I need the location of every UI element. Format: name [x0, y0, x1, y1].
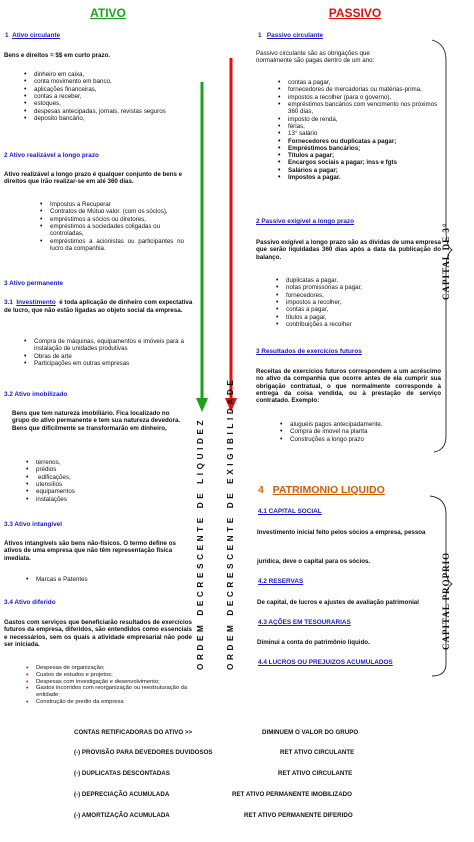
list-item: • edificações, — [36, 474, 146, 481]
passivo-exigivel-intro: Passivo exigível a longo prazo são as dívidas de uma empresa que serão liquidadas 360 dias após a data da publicação do balanço. — [256, 239, 441, 261]
ativo-circulante-intro: Bens e direitos = $$ em curto prazo. — [4, 52, 111, 59]
ativo-permanente-heading: 3 Ativo permanente — [4, 280, 64, 287]
footer-row-2-right: RET ATIVO CIRCULANTE — [278, 770, 353, 777]
list-item: • empréstimos a sócios ou diretores, — [50, 216, 184, 223]
capital-terceiros-label: CAPITAL DE 3° — [441, 222, 451, 300]
list-item: • notas promissórias a pagar, — [286, 284, 416, 291]
ativo-realizavel-heading: 2 Ativo realizável a longo prazo — [4, 152, 99, 159]
footer-row-3-left: (-) DEPRECIAÇÃO ACUMULADA — [74, 791, 170, 798]
reservas-text: De capital, de lucros e ajustes de avaliação patrimonial — [257, 599, 419, 606]
list-item: • Salários a pagar; — [288, 167, 438, 174]
acoes-tesouraria-heading: 4.3 AÇÕES EM TESOURARIAS — [258, 619, 351, 626]
list-item: • fornecedores, — [286, 292, 416, 299]
footer-row-4-left: (-) AMORTIZAÇÃO ACUMULADA — [74, 812, 170, 819]
list-item: • 13° salário — [288, 130, 438, 137]
ativo-realizavel-list — [50, 201, 184, 252]
list-item: • instalações — [36, 496, 146, 503]
capital-proprio-label: CAPITAL PROPRIO — [441, 551, 451, 650]
list-item: • fornecedores de mercadorias ou matérias-prima, — [288, 86, 438, 93]
list-item: • Despesas com investigação e desenvolvimento; — [36, 679, 196, 686]
list-item: • Empréstimos bancários; — [288, 145, 438, 152]
ativo-intangivel-intro: Ativos intangíveis são bens não-físicos. O termo define os ativos de uma empresa que não têm representação física imediata. — [4, 540, 176, 562]
list-item: • Títulos a pagar; — [288, 152, 438, 159]
passivo-exigivel-heading: 2 Passivo exigível a longo prazo — [256, 218, 355, 225]
list-item: • deposito bancário, — [34, 115, 186, 122]
list-item: • Impostos a Recuperar — [50, 201, 184, 208]
ativo-arrow-head — [196, 398, 208, 412]
list-item: • utensílios — [36, 481, 146, 488]
ativo-title: ATIVO — [90, 6, 126, 20]
ativo-diferido-intro: Gastos com serviços que beneficiarão resultados de exercícios futuros da empresa, diferidos, são entendidos como essenciais e necessários, sem os quais a atividade empresarial não pode ser iniciada. — [4, 619, 192, 648]
list-item: • Compra de máquinas, equipamentos e imóveis para a instalação de unidades produtivas — [34, 338, 184, 353]
ativo-circulante-list — [34, 71, 186, 122]
list-item: • contribuições a recolher — [286, 321, 416, 328]
list-item: • empréstimos a acionistas ou participantes no lucro da companhia. — [50, 238, 184, 253]
list-item: • Marcas e Patentes — [36, 576, 156, 583]
list-item: • Compra de imovel na planta — [290, 428, 430, 435]
ativo-circulante-heading: 1 Ativo circulante — [5, 32, 61, 39]
footer-row-0-right: DIMINUEM O VALOR DO GRUPO — [262, 729, 359, 736]
passivo-circulante-list — [288, 79, 438, 181]
acoes-tesouraria-text: Diminui a conta do patrimônio liquido. — [257, 639, 370, 646]
ativo-realizavel-intro: Ativo realizável a longo prazo é qualquer conjunto de bens e direitos que irão realizar-se em até 360 dias. — [4, 171, 183, 186]
list-item: • aluguéis pagos antecipadamente. — [290, 421, 430, 428]
list-item: • Construções a longo prazo — [290, 436, 430, 443]
lucros-prejuizos-heading: 4.4 LUCROS OU PREJUIZOS ACUMULADOS — [258, 659, 393, 666]
ativo-imobilizado-heading: 3.2 Ativo imobilizado — [4, 391, 68, 398]
passivo-circulante-heading: 1 Passivo circulante — [258, 32, 324, 39]
ativo-diferido-heading: 3.4 Ativo diferido — [4, 599, 56, 606]
ativo-imobilizado-list — [36, 459, 146, 503]
list-item: • Participações em outras empresas — [34, 360, 184, 367]
list-item: • conta movimento em banco, — [34, 78, 186, 85]
list-item: • duplicatas a pagar, — [286, 277, 416, 284]
footer-row-0-left: CONTAS RETIFICADORAS DO ATIVO >> — [74, 729, 193, 736]
resultados-exercicios-list — [290, 421, 430, 443]
investimento-list — [34, 338, 184, 367]
passivo-title: PASSIVO — [328, 6, 382, 20]
list-item: • empréstimos bancários com vencimento nos próximos 360 dias, — [288, 101, 438, 116]
list-item: • impostos a recolher (para o governo), — [288, 94, 438, 101]
list-item: • Custos de estudos e projetos; — [36, 672, 196, 679]
ativo-intangivel-list — [36, 576, 156, 583]
footer-row-4-right: RET ATIVO PERMANENTE DIFERIDO — [244, 812, 353, 819]
capital-social-text2: jurídica, deve o capital para os sócios. — [257, 558, 371, 565]
capital-social-heading: 4.1 CAPITAL SOCIAL — [258, 508, 322, 515]
list-item: • Gastos incorridos com reorganização ou reestruturação da entidade; — [36, 685, 196, 699]
list-item: • títulos a pagar, — [286, 314, 416, 321]
list-item: • impostos a recolher, — [286, 299, 416, 306]
list-item: • férias, — [288, 123, 438, 130]
list-item: • contas a pagar, — [288, 79, 438, 86]
capital-social-text1: Investimento inicial feito pelos sócios a empresa, pessoa — [257, 529, 426, 536]
patrimonio-liquido-title: 4 PATRIMONIO LIQUIDO — [258, 484, 385, 496]
list-item: • Encargos sociais a pagar; inss e fgts — [288, 159, 438, 166]
ordem-exigibilidade-label: ORDEM DECRESCENTE DE EXIGIBILIDADE — [226, 376, 235, 670]
list-item: • empréstimos a sociedades coligadas ou controladas, — [50, 223, 184, 238]
list-item: • Fornecedores ou duplicatas a pagar; — [288, 138, 438, 145]
ativo-intangivel-heading: 3.3 Ativo intangível — [4, 521, 63, 528]
ativo-diferido-list — [36, 665, 196, 706]
ordem-liquidez-label: ORDEM DECRESCENTE DE LIQUIDEZ — [196, 416, 205, 670]
resultados-exercicios-heading: 3 Resultados de exercícios futuros — [256, 348, 362, 355]
footer-row-1-right: RET ATIVO CIRCULANTE — [280, 749, 355, 756]
list-item: • terrenos, — [36, 459, 146, 466]
passivo-exigivel-list — [286, 277, 416, 328]
investimento-block: 3.1 Investimento é toda aplicação de dinheiro com expectativa de lucro, que não estão ligadas ao objeto social da empresa. — [4, 299, 193, 314]
list-item: • contas a pagar, — [286, 306, 416, 313]
list-item: • aplicações financeiras, — [34, 86, 186, 93]
list-item: • Construção de predio da empresa — [36, 699, 196, 706]
reservas-heading: 4.2 RESERVAS — [258, 578, 304, 585]
ativo-imobilizado-intro: Bens que tem natureza imobiliário. Fica localizado no grupo do ativo permanente e tem sua natureza devedora. Bens que dificilmente se transformarão em dinheiro, — [12, 410, 181, 432]
list-item: • estoques, — [34, 100, 186, 107]
resultados-exercicios-intro: Receitas de exercícios futuros correspondem a um acréscimo no ativo da companhia que ocorre antes de ela cumprir sua obrigação contratual, o que normalmente corresponde à entrega da coisa vendida, ou à prestação de serviço contratado. Exemplo: — [256, 368, 441, 405]
list-item: • despesas antecipadas, jornais, revistas seguros — [34, 108, 186, 115]
list-item: • dinheiro em caixa, — [34, 71, 186, 78]
footer-row-1-left: (-) PROVISÃO PARA DEVEDORES DUVIDOSOS — [74, 749, 213, 756]
footer-row-2-left: (-) DUPLICATAS DESCONTADAS — [74, 770, 170, 777]
list-item: • equipamentos — [36, 488, 146, 495]
list-item: • Obras de arte — [34, 353, 184, 360]
footer-row-3-right: RET ATIVO PERMANENTE IMOBILIZADO — [232, 791, 352, 798]
list-item: • prédios — [36, 466, 146, 473]
passivo-circulante-intro: Passivo circulante são as obrigações que normalmente são pagas dentro de um ano: — [256, 50, 375, 65]
list-item: • Impostos a pagar. — [288, 174, 438, 181]
list-item: • Despesas de organização; — [36, 665, 196, 672]
list-item: • imposto de renda, — [288, 116, 438, 123]
list-item: • contas a receber, — [34, 93, 186, 100]
list-item: • Contratos de Mútuo valor. (com os sócios), — [50, 208, 184, 215]
